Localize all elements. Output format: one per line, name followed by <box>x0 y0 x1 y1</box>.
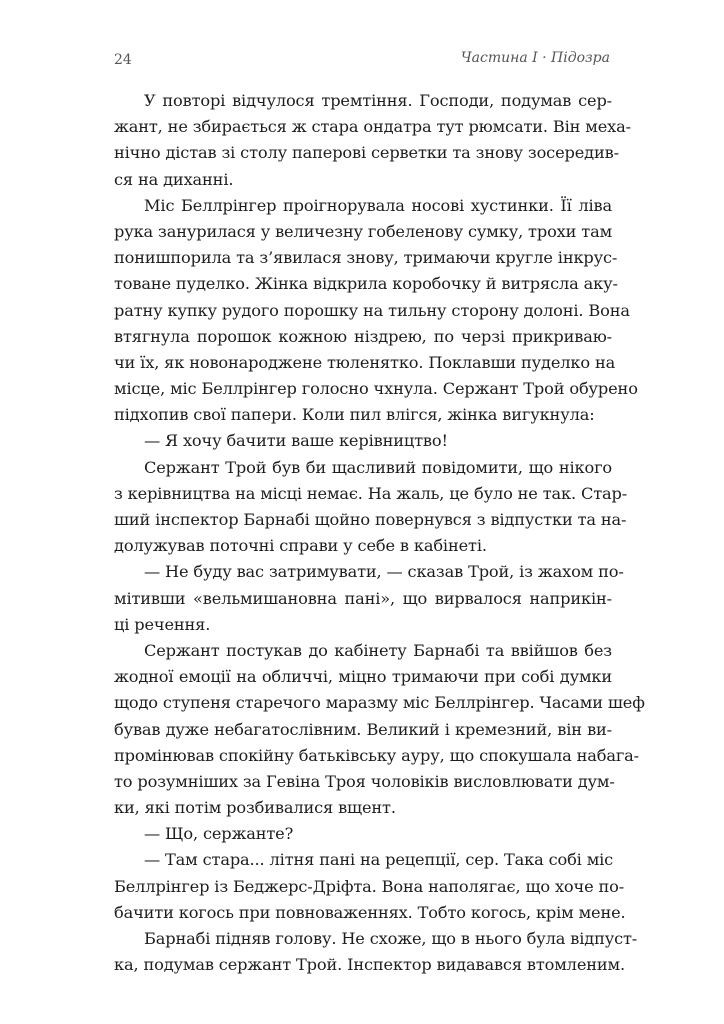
text-line: ки, які потім розбивалися вщент. <box>114 798 396 818</box>
text-line: — Там стара... літня пані на рецепції, сер. Така собі міс <box>144 850 614 870</box>
text-line: Сержант Трой був би щасливий повідомити, що нікого <box>144 457 612 477</box>
text-line: ся на диханні. <box>114 169 234 189</box>
text-line: підхопив свої папери. Коли пил влігся, жінка вигукнула: <box>114 405 595 425</box>
text-line: — Я хочу бачити ваше керівництво! <box>144 431 448 451</box>
text-line: — Не буду вас затримувати, — сказав Трой, із жахом по- <box>144 562 624 582</box>
text-line: ка, подумав сержант Трой. Інспектор видавався втомленим. <box>114 955 625 975</box>
text-line: ратну купку рудого порошку на тильну сторону долоні. Вона <box>114 300 630 320</box>
text-line: Сержант постукав до кабінету Барнабі та ввійшов без <box>144 640 612 660</box>
text-line: — Що, сержанте? <box>144 824 294 844</box>
text-line: товане пуделко. Жінка відкрила коробочку й витрясла аку- <box>114 274 618 294</box>
text-line: бував дуже небагатослівним. Великий і кремезний, він ви- <box>114 719 612 739</box>
body-text <box>114 88 645 978</box>
text-line: ці речення. <box>114 614 211 634</box>
text-line: то розумніших за Гевіна Троя чоловіків висловлювати дум- <box>114 771 615 791</box>
text-line: бачити когось при повноваженнях. Тобто когось, крім мене. <box>114 902 626 922</box>
text-line: долужував поточні справи у себе в кабінеті. <box>114 536 487 556</box>
text-line: втягнула порошок кожною ніздрею, по черзі прикриваю- <box>114 326 612 346</box>
text-line: понишпорила та з’явилася знову, тримаючи кругле інкрус- <box>114 248 618 268</box>
running-head: Частина І · Підозра <box>460 50 610 66</box>
text-line: місце, міс Беллрінгер голосно чхнула. Сержант Трой обурено <box>114 379 638 399</box>
text-line: чи їх, як новонароджене тюленятко. Поклавши пуделко на <box>114 352 616 372</box>
page-number: 24 <box>114 52 132 68</box>
text-line: щодо ступеня старечого маразму міс Беллрінгер. Часами шеф <box>114 693 645 713</box>
text-line: промінював спокійну батьківську ауру, що спокушала набага- <box>114 745 640 765</box>
text-line: жодної емоції на обличчі, міцно тримаючи при собі думки <box>114 667 612 687</box>
text-line: нічно дістав зі столу паперові серветки та знову зосередив- <box>114 143 619 163</box>
text-line: Беллрінгер із Беджерс-Дріфта. Вона наполягає, що хоче по- <box>114 876 625 896</box>
text-line: Барнабі підняв голову. Не схоже, що в нього була відпуст- <box>144 929 638 948</box>
text-line: ший інспектор Барнабі щойно повернувся з відпустки та на- <box>114 510 627 529</box>
text-line: Міс Беллрінгер проігнорувала носові хустинки. Її ліва <box>144 195 612 215</box>
text-line: жант, не збирається ж стара ондатра тут рюмсати. Він меха- <box>114 117 631 137</box>
text-line: мітивши «вельмишановна пані», що вирвалося наприкін- <box>114 588 612 608</box>
text-line: з керівництва на місці немає. На жаль, це було не так. Стар- <box>114 483 628 503</box>
text-line: У повторі відчулося тремтіння. Господи, подумав сер- <box>144 91 612 110</box>
text-line: рука занурилася у величезну гобеленову сумку, трохи там <box>114 221 613 241</box>
